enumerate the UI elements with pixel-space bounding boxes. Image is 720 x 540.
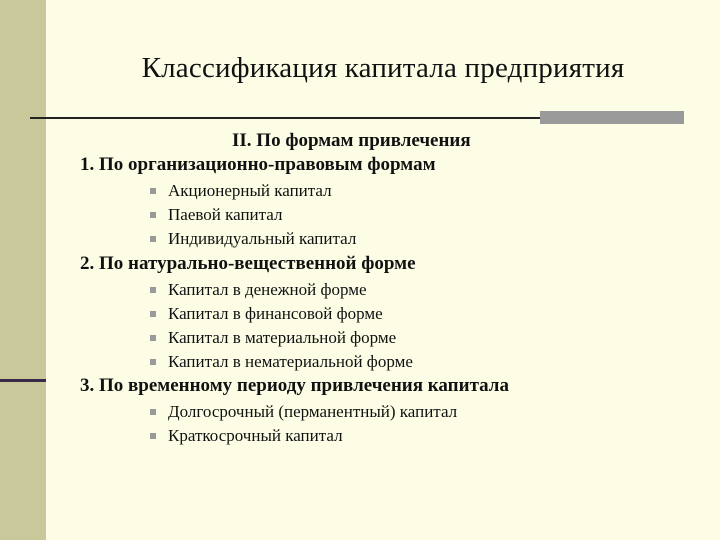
- list-item-label: Акционерный капитал: [168, 181, 332, 200]
- list-item: [150, 400, 457, 424]
- square-bullet-icon: [150, 359, 156, 365]
- list-item-label: Индивидуальный капитал: [168, 229, 357, 248]
- title-underline: [30, 117, 540, 119]
- section-3-list: [150, 400, 457, 448]
- list-item: [150, 278, 413, 302]
- section-heading-1: 1. По организационно-правовым формам: [80, 154, 436, 175]
- section-heading-2: 2. По натурально-вещественной форме: [80, 253, 416, 274]
- list-item: [150, 203, 356, 227]
- list-item: [150, 326, 413, 350]
- section-heading-3: 3. По временному периоду привлечения капитала: [80, 375, 509, 396]
- square-bullet-icon: [150, 212, 156, 218]
- list-item-label: Капитал в денежной форме: [168, 280, 367, 299]
- left-decor-band: [0, 0, 46, 540]
- square-bullet-icon: [150, 188, 156, 194]
- list-item-label: Краткосрочный капитал: [168, 426, 343, 445]
- list-item: [150, 350, 413, 374]
- list-item-label: Капитал в финансовой форме: [168, 304, 383, 323]
- slide-title: Классификация капитала предприятия: [141, 52, 625, 84]
- list-item-label: Капитал в материальной форме: [168, 328, 397, 347]
- list-item-label: Капитал в нематериальной форме: [168, 352, 413, 371]
- list-item: [150, 302, 413, 326]
- square-bullet-icon: [150, 311, 156, 317]
- subheading: II. По формам привлечения: [232, 130, 471, 151]
- square-bullet-icon: [150, 236, 156, 242]
- list-item: [150, 424, 457, 448]
- square-bullet-icon: [150, 287, 156, 293]
- list-item-label: Долгосрочный (перманентный) капитал: [168, 402, 458, 421]
- section-1-list: [150, 179, 356, 251]
- left-divider-line: [0, 379, 46, 382]
- list-item: [150, 179, 356, 203]
- square-bullet-icon: [150, 433, 156, 439]
- list-item: [150, 227, 356, 251]
- section-2-list: [150, 278, 413, 374]
- title-accent-bar: [540, 111, 684, 124]
- square-bullet-icon: [150, 409, 156, 415]
- list-item-label: Паевой капитал: [168, 205, 283, 224]
- square-bullet-icon: [150, 335, 156, 341]
